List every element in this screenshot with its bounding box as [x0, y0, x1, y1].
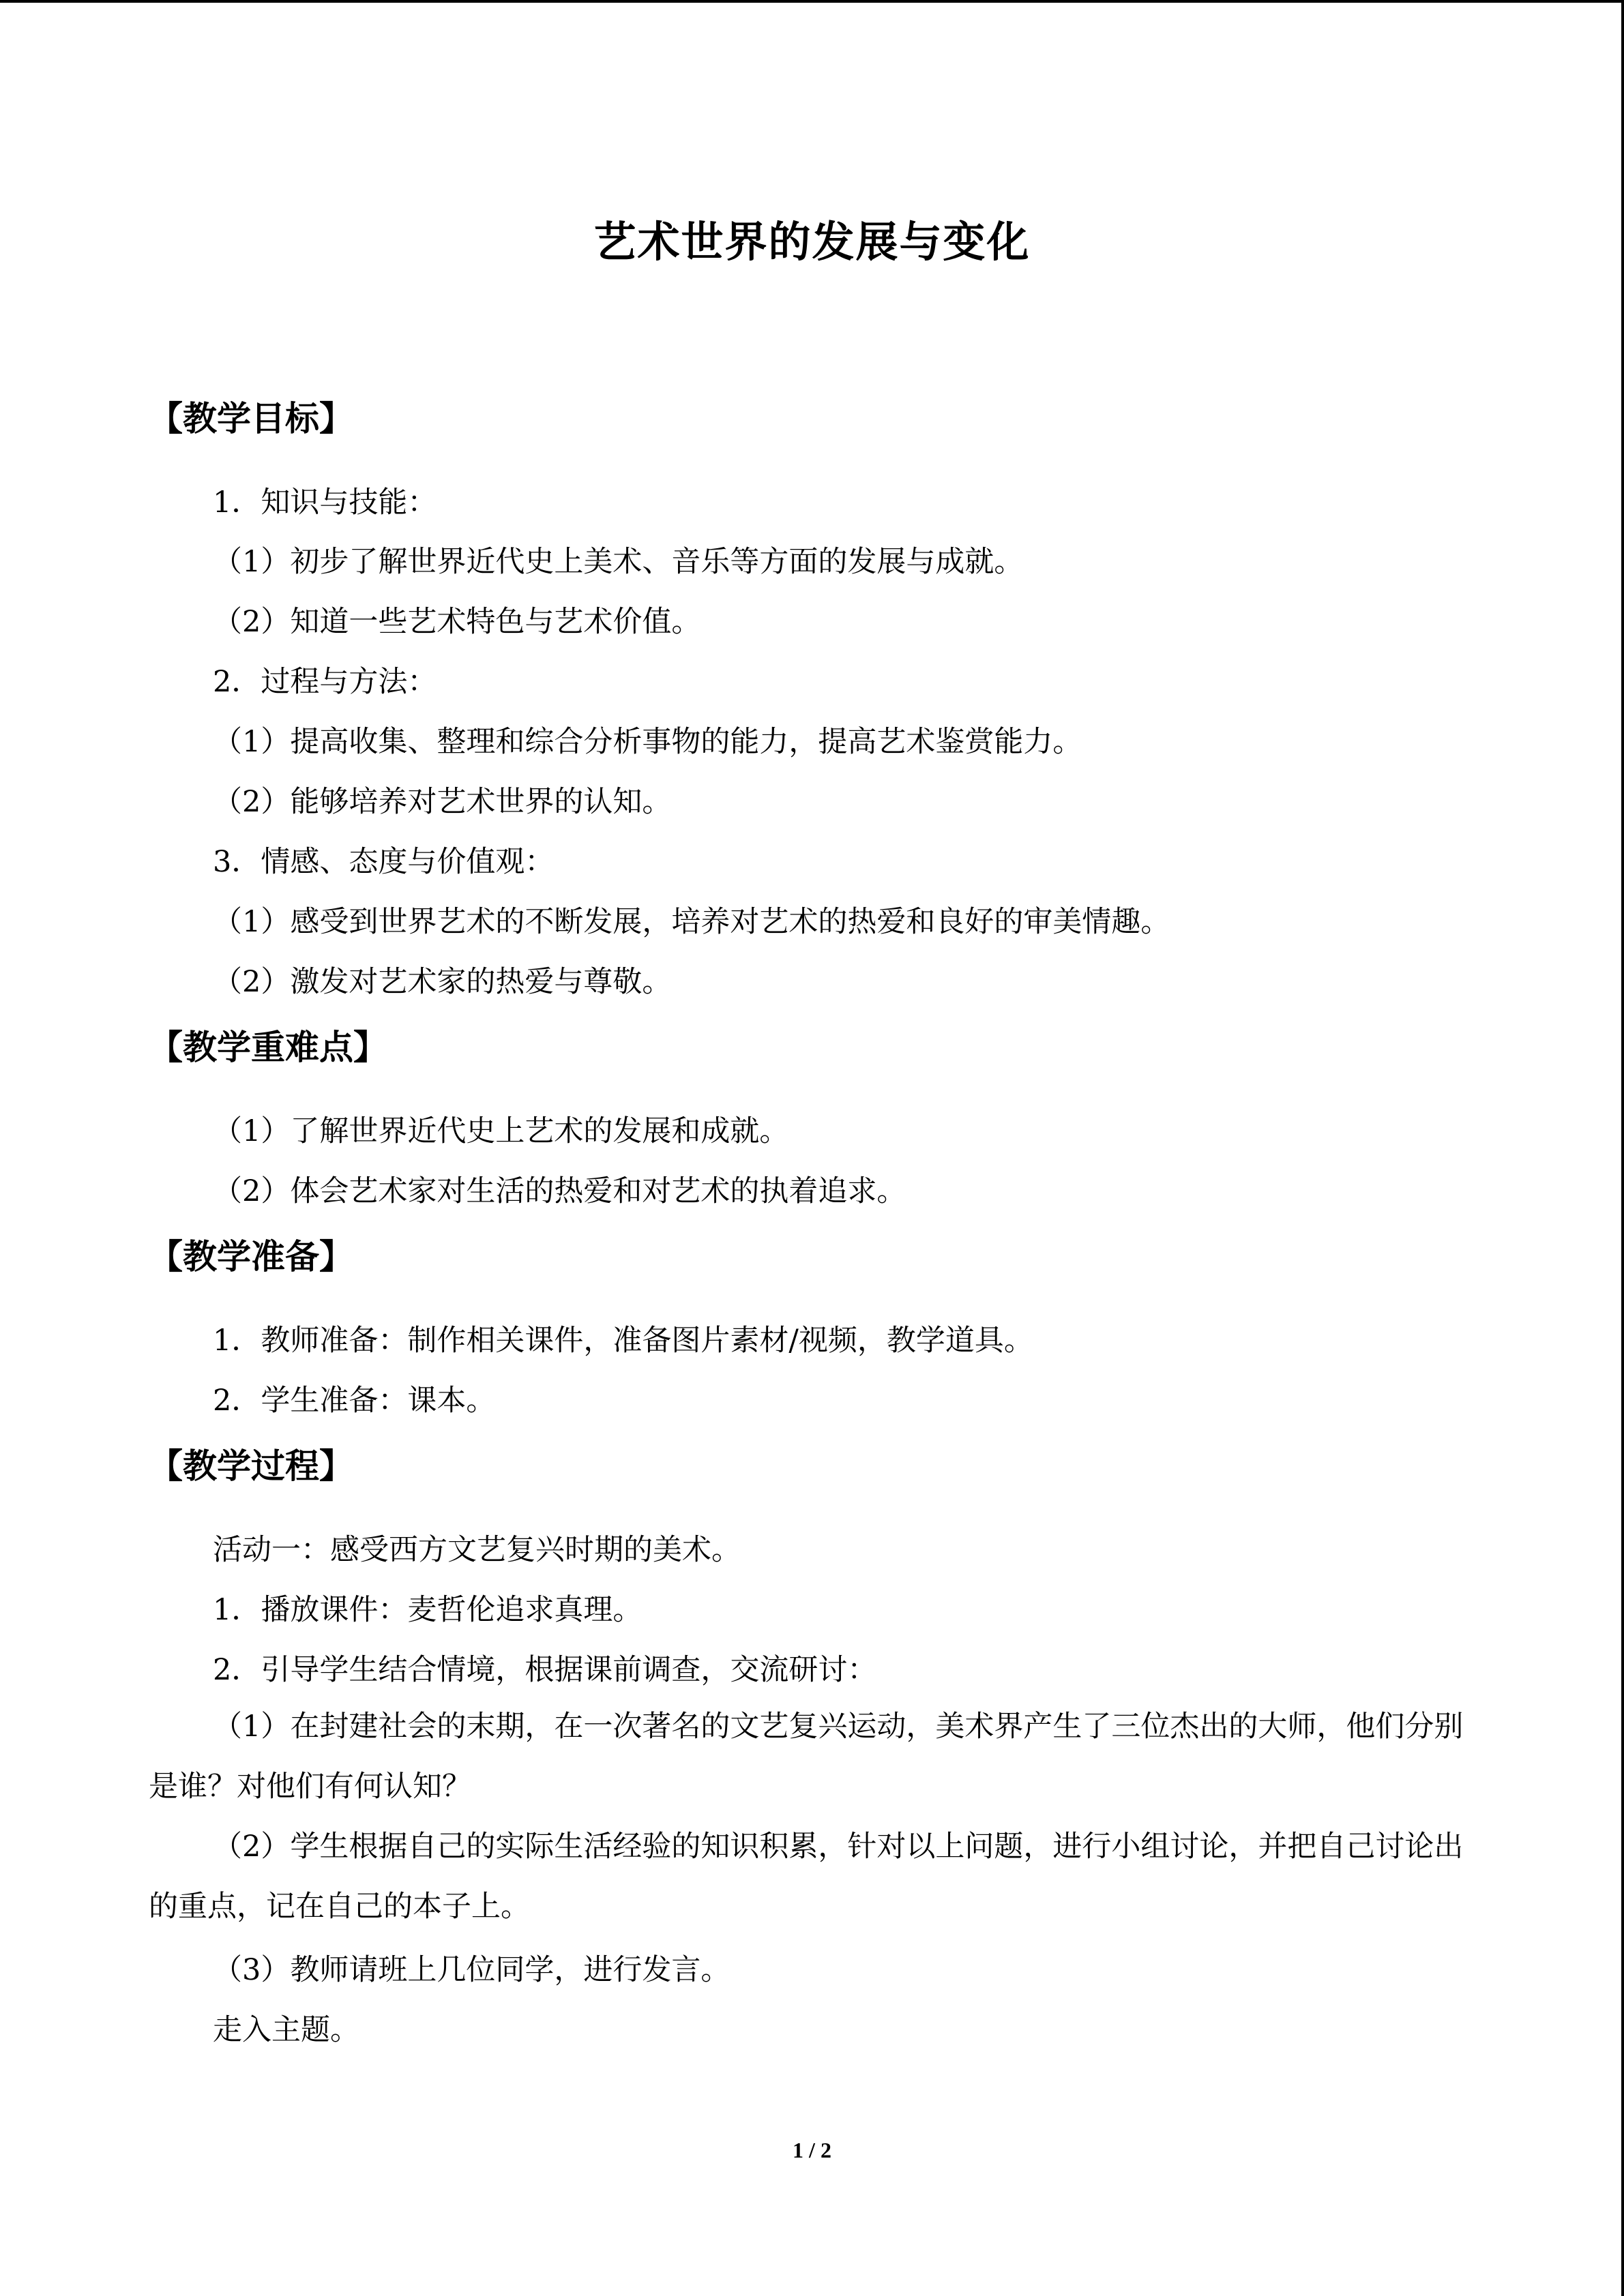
objective-line: （2）激发对艺术家的热爱与尊敬。 — [213, 965, 672, 999]
preparation-line: 1．教师准备：制作相关课件，准备图片素材/视频，教学道具。 — [213, 1324, 1033, 1358]
preparation-line: 2．学生准备：课本。 — [213, 1384, 496, 1418]
objective-line: （1）初步了解世界近代史上美术、音乐等方面的发展与成就。 — [213, 545, 1024, 579]
page-number: 1 / 2 — [793, 2138, 831, 2162]
objective-line: （2）能够培养对艺术世界的认知。 — [213, 785, 672, 819]
document-title: 艺术世界的发展与变化 — [593, 217, 1031, 267]
section-heading-process: 【教学过程】 — [149, 1446, 353, 1486]
process-paragraph: （2）学生根据自己的实际生活经验的知识积累，针对以上问题，进行小组讨论，并把自己讨论出的重点，记在自己的本子上。 — [149, 1830, 1464, 1924]
key-point-line: （1）了解世界近代史上艺术的发展和成就。 — [213, 1114, 789, 1148]
section-heading-key-points: 【教学重难点】 — [149, 1027, 387, 1067]
process-line: 1．播放课件：麦哲伦追求真理。 — [213, 1593, 643, 1627]
objective-line: 3．情感、态度与价值观： — [213, 845, 555, 879]
section-heading-preparation: 【教学准备】 — [149, 1236, 353, 1277]
key-point-line: （2）体会艺术家对生活的热爱和对艺术的执着追求。 — [213, 1174, 906, 1208]
objective-line: （2）知道一些艺术特色与艺术价值。 — [213, 605, 701, 639]
page-top-border — [0, 0, 1624, 3]
process-line: 活动一：感受西方文艺复兴时期的美术。 — [213, 1533, 741, 1567]
section-heading-objectives: 【教学目标】 — [149, 398, 353, 438]
objective-line: （1）提高收集、整理和综合分析事物的能力，提高艺术鉴赏能力。 — [213, 725, 1082, 759]
objective-line: 1．知识与技能： — [213, 486, 437, 520]
process-line: 2．引导学生结合情境，根据课前调查，交流研讨： — [213, 1653, 877, 1687]
process-line: （3）教师请班上几位同学，进行发言。 — [213, 1953, 730, 1987]
objective-line: （1）感受到世界艺术的不断发展，培养对艺术的热爱和良好的审美情趣。 — [213, 905, 1170, 939]
page-right-border — [1621, 0, 1624, 2296]
objective-line: 2．过程与方法： — [213, 665, 437, 699]
process-line: 走入主题。 — [213, 2013, 359, 2047]
process-paragraph: （1）在封建社会的末期，在一次著名的文艺复兴运动，美术界产生了三位杰出的大师，他们分别是谁？对他们有何认知？ — [149, 1710, 1464, 1804]
